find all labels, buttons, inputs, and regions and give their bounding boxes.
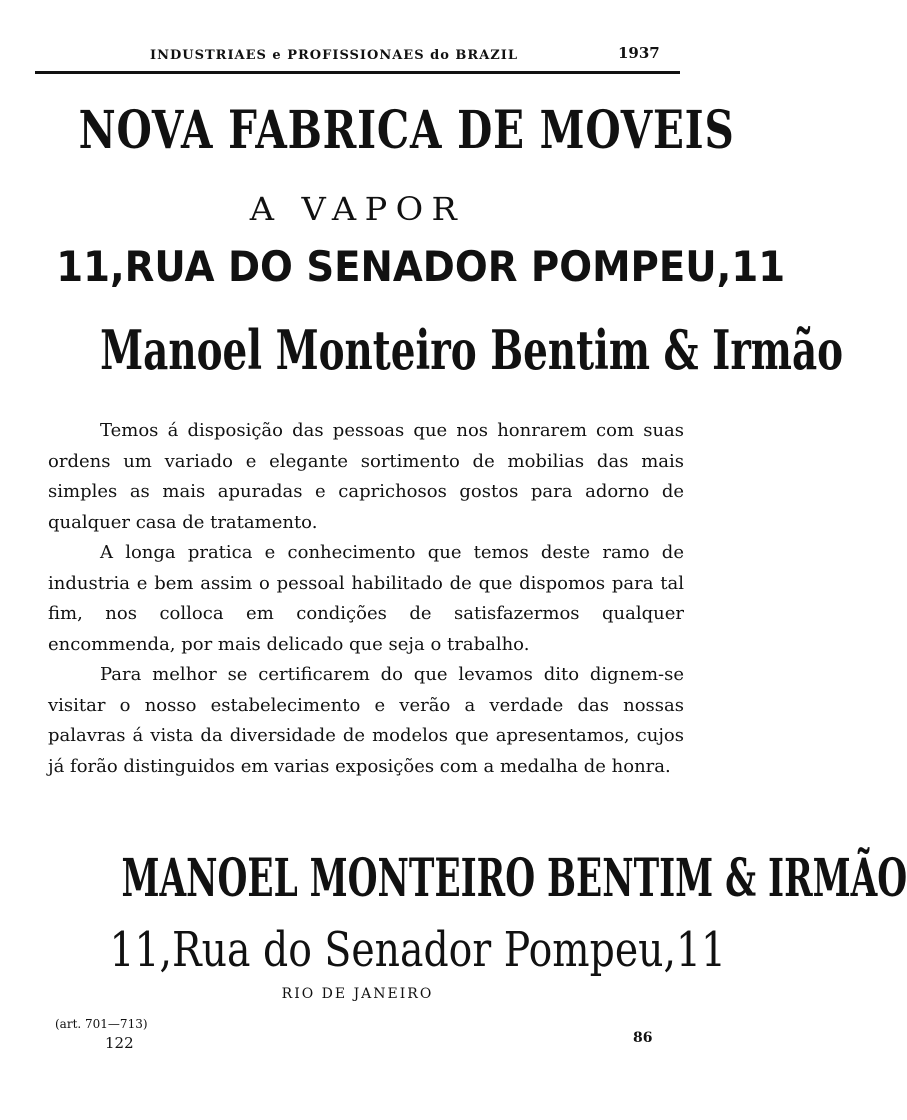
firm-name: Manoel Monteiro Bentim & Irmão <box>100 318 844 382</box>
ad-title: NOVA FABRICA DE MOVEIS <box>78 100 735 161</box>
ad-body <box>48 416 684 782</box>
footer-street: Rua do Senador Pompeu, <box>172 922 676 978</box>
paragraph: A longa pratica e conhecimento que temos deste ramo de industria e bem assim o pessoal habilitado de que dispomos para tal fim, nos colloca em condições de satisfazermos qualquer encommenda, por mais delicado que seja o trabalho. <box>48 542 684 655</box>
address-line <box>29 242 786 291</box>
footer-address-line <box>64 922 727 978</box>
address-street: RUA DO SENADOR POMPEU, <box>124 242 732 291</box>
city-label: RIO DE JANEIRO <box>281 986 434 1002</box>
address-number-left: 11, <box>56 242 125 291</box>
running-title: INDUSTRIAES e PROFISSIONAES do BRAZIL <box>150 48 519 63</box>
article-reference: (art. 701—713) <box>55 1017 148 1031</box>
paragraph: Para melhor se certificarem do que levamos dito dignem-se visitar o nosso estabelecimento e verão a verdade das nossas palavras á vista da diversidade de modelos que apresentamos, cujos já forão distinguidos em varias exposições com a medalha de honra. <box>48 664 684 777</box>
paragraph: Temos á disposição das pessoas que nos honrarem com suas ordens um variado e elegante sortimento de mobilias das mais simples as mais apuradas e caprichosos gostos para adorno de qualquer casa de tratamento. <box>48 420 684 533</box>
ad-subtitle: A VAPOR <box>249 190 466 228</box>
firm-name-caps: MANOEL MONTEIRO BENTIM & IRMÃO <box>121 848 907 909</box>
page-number-left: 122 <box>105 1034 134 1052</box>
footer-number-left: 11, <box>109 922 173 978</box>
header-rule <box>35 71 680 74</box>
year-label: 1937 <box>618 44 660 62</box>
address-number-right: 11 <box>731 242 786 291</box>
page-number-right: 86 <box>633 1030 653 1046</box>
footer-number-right: 11 <box>675 922 727 978</box>
